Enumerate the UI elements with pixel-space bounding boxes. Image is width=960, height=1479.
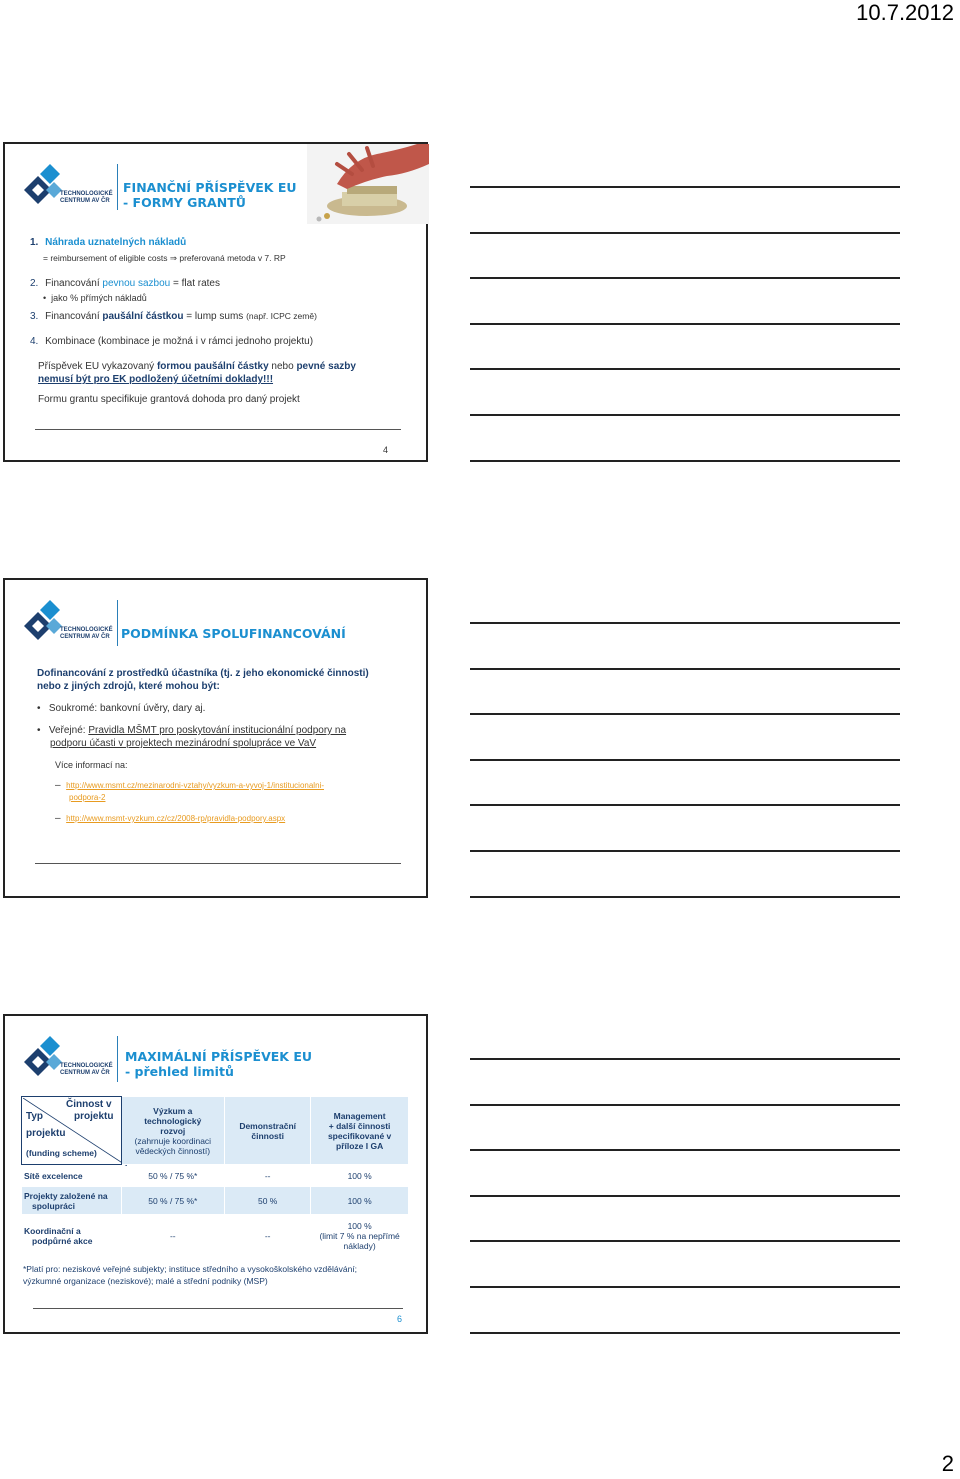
link-2-row — [55, 812, 285, 825]
col3-line-c: specifikované v — [327, 1130, 392, 1141]
note-line — [470, 232, 900, 234]
slide-podminka-spolufinancovani — [3, 578, 428, 898]
item-2-num: 2. — [30, 278, 39, 289]
table-row — [22, 1187, 409, 1215]
limits-table — [21, 1096, 409, 1257]
col-header-demonstracni — [225, 1097, 311, 1165]
intro-line-2: nebo z jiných zdrojů, které mohou být: — [37, 681, 220, 692]
note-line — [470, 277, 900, 279]
msmt-link-1-cont[interactable]: podpora-2 — [69, 793, 106, 802]
item-3-a: Financování — [45, 311, 103, 322]
para-1-line-1 — [38, 360, 356, 373]
note-line — [470, 1240, 900, 1242]
note-line — [470, 1286, 900, 1288]
para-1-a: Příspěvek EU vykazovaný — [38, 361, 157, 372]
note-line — [470, 713, 900, 715]
slide3-page-number: 6 — [397, 1314, 403, 1324]
pravidla-msmt-link-line-2[interactable]: podporu účasti v projektech mezinárodní spolupráce ve VaV — [50, 738, 317, 749]
note-line — [470, 368, 900, 370]
document-page-number: 2 — [941, 1451, 954, 1476]
para-1-b: formou paušální částky — [156, 361, 269, 372]
row1-c3: 100 % — [311, 1165, 409, 1187]
logo-line-2: CENTRUM AV ČR — [60, 1070, 110, 1076]
col1-line-a: Výzkum a — [153, 1105, 193, 1116]
bullet-icon: • — [43, 293, 52, 303]
item-3-c: = lump sums — [183, 311, 247, 322]
corner-projektu-right: projektu — [74, 1111, 114, 1122]
title-separator — [117, 600, 118, 646]
row3-c3-c: náklady) — [343, 1240, 376, 1251]
row3-c2: -- — [225, 1215, 311, 1257]
slide-maximalni-prispevek — [3, 1014, 428, 1334]
note-line — [470, 622, 900, 624]
dash-icon: – — [55, 813, 67, 824]
item-1-sub-b: preferovaná metoda v 7. RP — [179, 253, 286, 263]
note-line — [470, 668, 900, 670]
item-1-num: 1. — [30, 237, 39, 248]
corner-typ: Typ — [26, 1111, 44, 1122]
table-row — [22, 1165, 409, 1187]
note-line — [470, 1149, 900, 1151]
more-info: Více informací na: — [55, 760, 128, 770]
item-4 — [30, 335, 313, 348]
pravidla-msmt-link[interactable]: Pravidla MŠMT pro poskytování institucionální podpory na — [88, 725, 347, 736]
msmt-link-2[interactable]: http://www.msmt-vyzkum.cz/cz/2008-rp/pravidla-podpory.aspx — [66, 814, 286, 823]
footer-rule — [35, 429, 401, 430]
note-line — [470, 1332, 900, 1334]
logo-line-1: TECHNOLOGICKÉ — [60, 191, 113, 197]
item-2 — [30, 277, 220, 290]
dash-icon: – — [55, 780, 67, 791]
link-1-cont — [69, 791, 105, 804]
col3-line-a: Management — [333, 1110, 386, 1121]
item-1 — [30, 236, 186, 249]
bullet-verejne-a: Veřejné: — [48, 725, 89, 736]
col-header-management — [311, 1097, 409, 1165]
note-line — [470, 896, 900, 898]
note-line — [470, 759, 900, 761]
note-line — [470, 850, 900, 852]
slide3-title — [125, 1049, 312, 1079]
row3-c3 — [311, 1215, 409, 1257]
note-line — [470, 414, 900, 416]
col1-line-d: (zahrnuje koordinaci — [134, 1135, 212, 1146]
item-3-b: paušální částkou — [102, 311, 184, 322]
slide3-title-line1: MAXIMÁLNÍ PŘÍSPĚVEK EU — [125, 1049, 313, 1064]
table-row — [22, 1215, 409, 1257]
bullet-icon: • — [37, 703, 49, 714]
bullet-soukrome — [37, 702, 205, 715]
footnote-line-1: *Platí pro: neziskové veřejné subjekty; instituce středního a vysokoškolského vzdělávání; — [23, 1264, 358, 1274]
col3-line-b: + další činnosti — [328, 1120, 391, 1131]
row2-label-b: spolupráci — [32, 1200, 75, 1211]
item-4-text: Kombinace (kombinace je možná i v rámci jednoho projektu) — [45, 336, 314, 347]
item-2-a: Financování — [45, 278, 103, 289]
document-date: 10.7.2012 — [856, 0, 954, 25]
footnote-line-2: výzkumné organizace (neziskové); malé a střední podniky (MSP) — [23, 1276, 268, 1286]
title-separator — [117, 164, 118, 210]
row3-label-b: podpůrné akce — [32, 1235, 93, 1246]
corner-cinnost: Činnost v — [66, 1099, 112, 1110]
corner-projektu-left: projektu — [26, 1128, 66, 1139]
slide2-title: PODMÍNKA SPOLUFINANCOVÁNÍ — [121, 626, 346, 641]
item-3-num: 3. — [30, 311, 39, 322]
row2-label — [22, 1187, 122, 1215]
item-3-d: (např. ICPC země) — [246, 311, 317, 321]
bullet-soukrome-text: Soukromé: bankovní úvěry, dary aj. — [48, 703, 206, 714]
title-separator — [117, 1036, 118, 1082]
row3-label-a: Koordinační a — [24, 1225, 81, 1236]
col2-line-b: činnosti — [251, 1130, 284, 1141]
item-1-sub — [43, 252, 286, 265]
note-line — [470, 1195, 900, 1197]
col1-line-e: vědeckých činností) — [135, 1145, 211, 1156]
item-2-bullet — [43, 292, 147, 305]
note-line — [470, 186, 900, 188]
msmt-link-1[interactable]: http://www.msmt.cz/mezinarodni-vztahy/vyzkum-a-vyvoj-1/institucionalni- — [66, 781, 324, 790]
para-1-c: nebo — [268, 361, 297, 372]
slide1-title — [123, 180, 297, 210]
item-2-c: = flat rates — [170, 278, 220, 289]
row3-c1: -- — [121, 1215, 225, 1257]
row3-c3-a: 100 % — [347, 1220, 372, 1231]
row3-label — [22, 1215, 122, 1257]
row1-c1: 50 % / 75 %* — [121, 1165, 225, 1187]
money-hand-image — [307, 144, 429, 224]
row1-label: Sítě excelence — [22, 1165, 122, 1187]
implies-arrow-icon: ⇒ — [169, 253, 177, 263]
note-line — [470, 1058, 900, 1060]
col3-line-d: příloze I GA — [336, 1140, 384, 1151]
note-line — [470, 460, 900, 462]
item-1-sub-a: = reimbursement of eligible costs — [43, 253, 168, 263]
logo-line-2: CENTRUM AV ČR — [60, 634, 110, 640]
intro-line-1: Dofinancování z prostředků účastníka (tj. z jeho ekonomické činnosti) — [37, 668, 369, 679]
bullet-verejne — [37, 724, 346, 737]
col1-line-c: rozvoj — [160, 1125, 186, 1136]
slide3-title-line2: - přehled limitů — [125, 1064, 234, 1079]
row2-c1: 50 % / 75 %* — [121, 1187, 225, 1215]
slide1-title-line2: - FORMY GRANTŮ — [123, 195, 246, 210]
logo-line-1: TECHNOLOGICKÉ — [60, 627, 113, 633]
slide1-title-line1: FINANČNÍ PŘÍSPĚVEK EU — [123, 180, 297, 195]
row3-c3-b: (limit 7 % na nepřímé — [319, 1230, 400, 1241]
note-line — [470, 804, 900, 806]
item-1-text: Náhrada uznatelných nákladů — [45, 237, 187, 248]
corner-scheme: (funding scheme) — [26, 1148, 97, 1158]
item-4-num: 4. — [30, 336, 39, 347]
para-1-d: pevné sazby — [296, 361, 356, 372]
col1-line-b: technologický — [144, 1115, 202, 1126]
item-3 — [30, 310, 317, 323]
corner-cell — [22, 1097, 122, 1165]
item-2-bullet-text: jako % přímých nákladů — [51, 293, 147, 303]
col-header-vyzkum — [121, 1097, 225, 1165]
note-line — [470, 1104, 900, 1106]
logo-line-1: TECHNOLOGICKÉ — [60, 1063, 113, 1069]
slide1-page-number: 4 — [383, 445, 389, 455]
row2-label-a: Projekty založené na — [24, 1190, 108, 1201]
para-2: Formu grantu specifikuje grantová dohoda pro daný projekt — [38, 394, 300, 405]
slide-financni-prispevek — [3, 142, 428, 462]
col2-line-a: Demonstrační — [239, 1120, 296, 1131]
para-1-line-2: nemusí být pro EK podložený účetními doklady!!! — [38, 374, 274, 385]
row1-c2: -- — [225, 1165, 311, 1187]
note-line — [470, 323, 900, 325]
logo-line-2: CENTRUM AV ČR — [60, 198, 110, 204]
item-2-b: pevnou sazbou — [102, 278, 171, 289]
row2-c3: 100 % — [311, 1187, 409, 1215]
footer-rule — [33, 1308, 403, 1309]
row2-c2: 50 % — [225, 1187, 311, 1215]
bullet-icon: • — [37, 725, 49, 736]
footer-rule — [35, 863, 401, 864]
